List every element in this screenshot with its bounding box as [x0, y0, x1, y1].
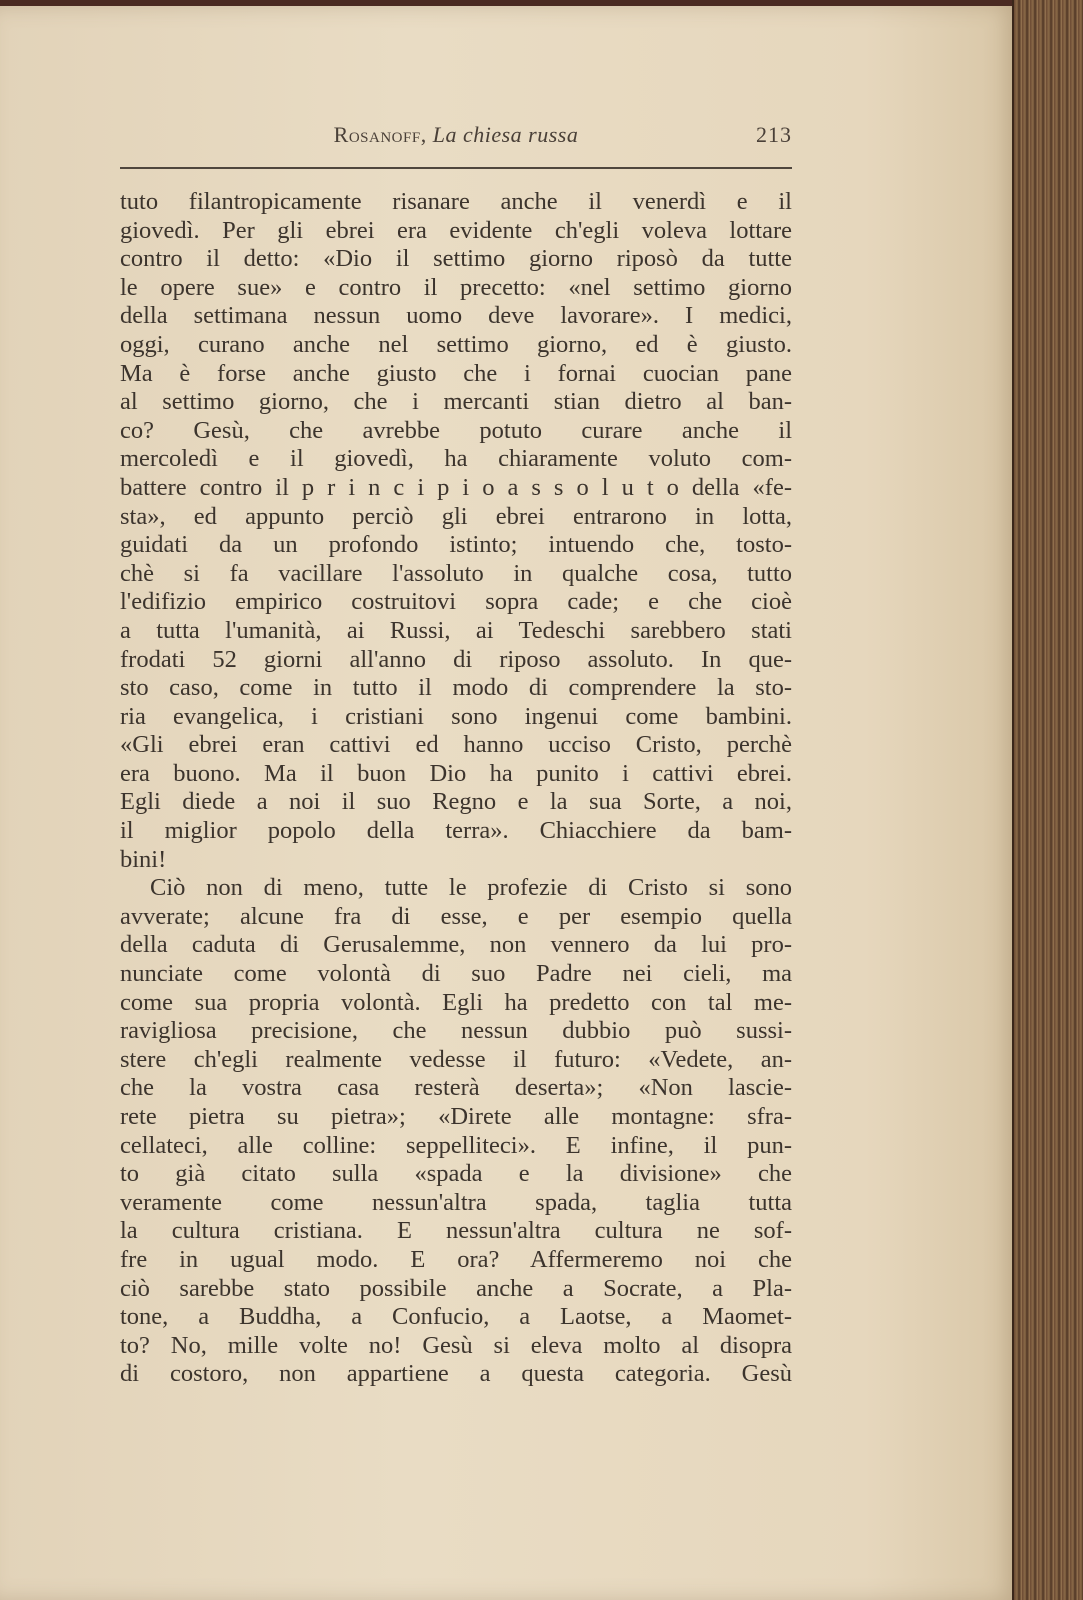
text-line: il miglior popolo della terra». Chiacchiere da bam- — [120, 817, 792, 845]
text-line: di costoro, non appartiene a questa categoria. Gesù — [120, 1360, 792, 1388]
text-line: co? Gesù, che avrebbe potuto curare anche il — [120, 416, 792, 444]
running-author: Rosanoff, — [333, 122, 427, 147]
text-line: oggi, curano anche nel settimo giorno, ed è giusto. — [120, 330, 792, 358]
text-line: come sua propria volontà. Egli ha predetto con tal me- — [120, 988, 792, 1016]
text-line: giovedì. Per gli ebrei era evidente ch'egli voleva lottare — [120, 216, 792, 244]
text-line: to? No, mille volte no! Gesù si eleva molto al disopra — [120, 1331, 792, 1359]
text-line: cellateci, alle colline: seppelliteci». E infine, il pun- — [120, 1131, 792, 1159]
body-text — [120, 188, 792, 1389]
text-line: rete pietra su pietra»; «Direte alle montagne: sfra- — [120, 1103, 792, 1130]
text-line: to già citato sulla «spada e la divisione» che — [120, 1160, 792, 1188]
text-line: al settimo giorno, che i mercanti stian dietro al ban- — [120, 388, 792, 416]
running-book-title: La chiesa russa — [432, 122, 579, 147]
text-line: guidati da un profondo istinto; intuendo che, tosto- — [120, 531, 792, 559]
text-line: la cultura cristiana. E nessun'altra cultura ne sof- — [120, 1217, 792, 1245]
running-header — [120, 122, 792, 152]
text-line: ria evangelica, i cristiani sono ingenui come bambini. — [120, 702, 792, 730]
text-line: chè si fa vacillare l'assoluto in qualche cosa, tutto — [120, 559, 792, 587]
text-line: frodati 52 giorni all'anno di riposo assoluto. In que- — [120, 645, 792, 673]
text-line: era buono. Ma il buon Dio ha punito i cattivi ebrei. — [120, 759, 792, 787]
text-line: Ciò non di meno, tutte le profezie di Cristo si sono — [150, 874, 792, 902]
text-line: veramente come nessun'altra spada, taglia tutta — [120, 1188, 792, 1216]
text-line: sto caso, come in tutto il modo di comprendere la sto- — [120, 674, 792, 702]
text-line: «Gli ebrei eran cattivi ed hanno ucciso Cristo, perchè — [120, 731, 792, 759]
text-line: a tutta l'umanità, ai Russi, ai Tedeschi sarebbero stati — [120, 616, 792, 644]
running-title — [120, 122, 792, 148]
text-line: ciò sarebbe stato possibile anche a Socrate, a Pla- — [120, 1274, 792, 1302]
page-number: 213 — [756, 122, 792, 147]
text-line: stere ch'egli realmente vedesse il futuro: «Vedete, an- — [120, 1045, 792, 1073]
text-line: ravigliosa precisione, che nessun dubbio può sussi- — [120, 1017, 792, 1045]
text-line: l'edifizio empirico costruitovi sopra cade; e che cioè — [120, 588, 792, 616]
header-rule — [120, 167, 792, 169]
text-line: che la vostra casa resterà deserta»; «Non lascie- — [120, 1074, 792, 1102]
text-line: contro il detto: «Dio il settimo giorno riposò da tutte — [120, 245, 792, 273]
text-line: Ma è forse anche giusto che i fornai cuocian pane — [120, 359, 792, 387]
text-line: fre in ugual modo. E ora? Affermeremo noi che — [120, 1245, 792, 1273]
text-line: tuto filantropicamente risanare anche il venerdì e il — [120, 188, 792, 215]
text-line: bini! — [120, 845, 167, 873]
text-line: le opere sue» e contro il precetto: «nel settimo giorno — [120, 273, 792, 301]
text-line: nunciate come volontà di suo Padre nei cieli, ma — [120, 960, 792, 988]
text-line: avverate; alcune fra di esse, e per esempio quella — [120, 902, 792, 930]
text-line: tone, a Buddha, a Confucio, a Laotse, a Maomet- — [120, 1303, 792, 1331]
text-line: mercoledì e il giovedì, ha chiaramente voluto com- — [120, 445, 792, 473]
text-line: Egli diede a noi il suo Regno e la sua Sorte, a noi, — [120, 788, 792, 816]
text-line: della caduta di Gerusalemme, non vennero da lui pro- — [120, 931, 792, 959]
text-line: della settimana nessun uomo deve lavorare». I medici, — [120, 302, 792, 330]
text-line: sta», ed appunto perciò gli ebrei entrarono in lotta, — [120, 502, 792, 530]
book-fore-edge — [1012, 0, 1083, 1600]
text-line: battere contro il p r i n c i p i o a s s o l u t o della «fe- — [120, 473, 792, 501]
